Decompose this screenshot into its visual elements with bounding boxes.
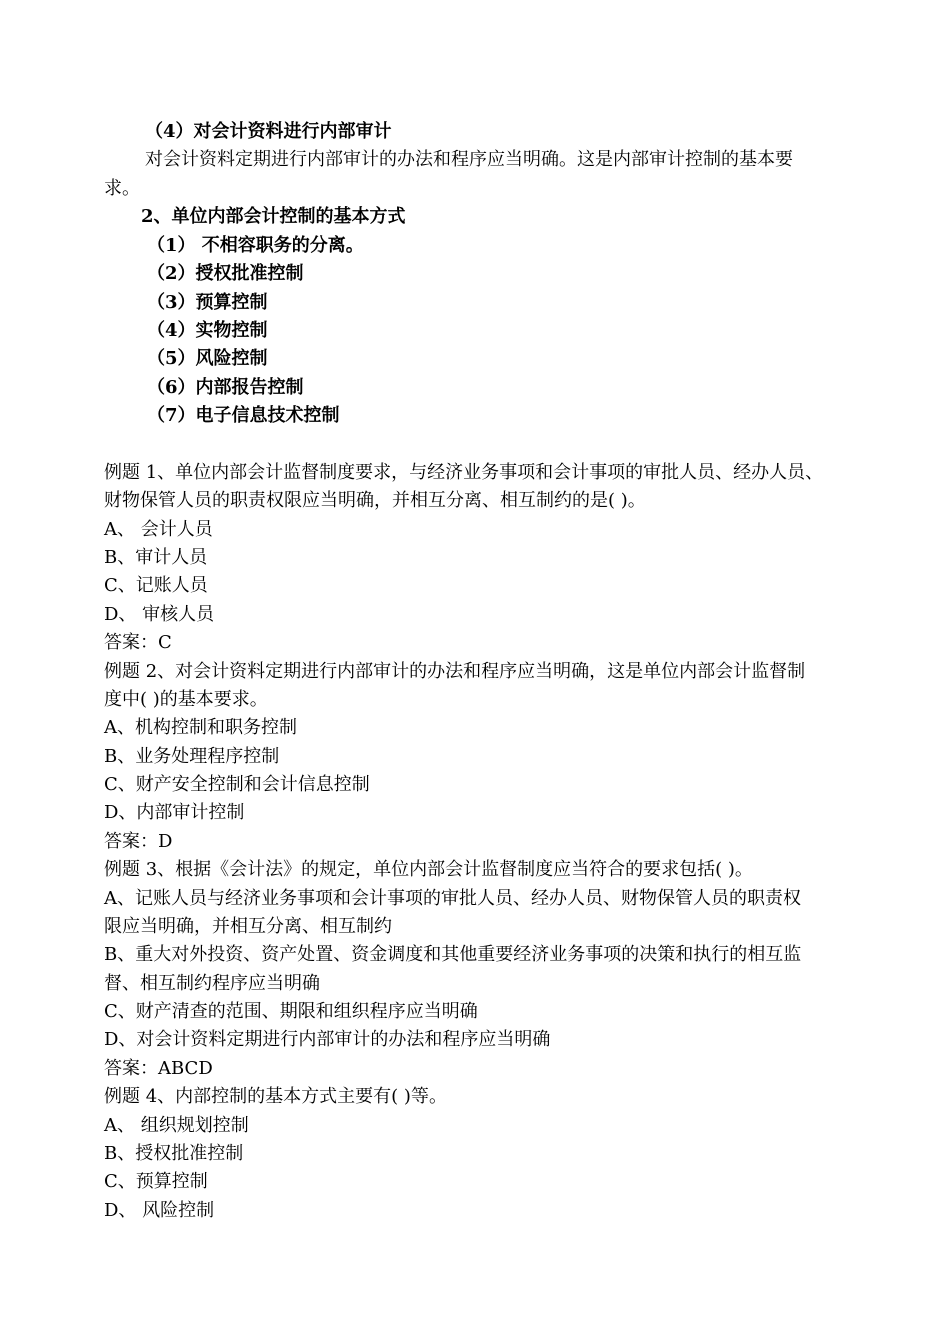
option-text: A、记账人员与经济业务事项和会计事项的审批人员、经办人员、财物保管人员的职责权 <box>104 888 801 909</box>
question-text: 例题 1、单位内部会计监督制度要求，与经济业务事项和会计事项的审批人员、经办人员、 <box>104 462 824 483</box>
list-item: （6）内部报告控制 <box>147 377 304 398</box>
question-text: 例题 2、对会计资料定期进行内部审计的办法和程序应当明确，这是单位内部会计监督制 <box>104 661 806 682</box>
list-item: （2）授权批准控制 <box>147 263 304 284</box>
question-text: 财物保管人员的职责权限应当明确，并相互分离、相互制约的是( )。 <box>104 490 646 511</box>
option-text: B、审计人员 <box>104 547 208 568</box>
option-text: B、业务处理程序控制 <box>104 746 280 767</box>
list-item: （5）风险控制 <box>147 348 268 369</box>
question-text: 例题 3、根据《会计法》的规定，单位内部会计监督制度应当符合的要求包括( )。 <box>104 859 753 880</box>
answer-text: 答案：D <box>104 831 173 852</box>
option-text: B、重大对外投资、资产处置、资金调度和其他重要经济业务事项的决策和执行的相互监 <box>104 944 802 965</box>
option-text: A、 会计人员 <box>104 519 213 540</box>
list-item: （7）电子信息技术控制 <box>147 405 340 426</box>
option-text: 限应当明确，并相互分离、相互制约 <box>104 916 392 937</box>
option-text: B、授权批准控制 <box>104 1143 244 1164</box>
option-text: C、预算控制 <box>104 1171 208 1192</box>
option-text: C、记账人员 <box>104 575 208 596</box>
section-heading: （4）对会计资料进行内部审计 <box>145 121 392 142</box>
section-heading: 2、单位内部会计控制的基本方式 <box>141 206 406 227</box>
option-text: D、 风险控制 <box>104 1200 215 1221</box>
option-text: D、对会计资料定期进行内部审计的办法和程序应当明确 <box>104 1029 551 1050</box>
answer-text: 答案：ABCD <box>104 1058 213 1079</box>
option-text: A、 组织规划控制 <box>104 1115 249 1136</box>
list-item: （4）实物控制 <box>147 320 268 341</box>
option-text: C、财产安全控制和会计信息控制 <box>104 774 370 795</box>
paragraph-line: 求。 <box>104 178 140 199</box>
paragraph-line: 对会计资料定期进行内部审计的办法和程序应当明确。这是内部审计控制的基本要 <box>145 149 793 170</box>
list-item: （3）预算控制 <box>147 292 268 313</box>
question-text: 度中( )的基本要求。 <box>104 689 268 710</box>
list-item: （1） 不相容职务的分离。 <box>147 235 364 256</box>
option-text: C、财产清查的范围、期限和组织程序应当明确 <box>104 1001 478 1022</box>
question-text: 例题 4、内部控制的基本方式主要有( )等。 <box>104 1086 447 1107</box>
option-text: 督、相互制约程序应当明确 <box>104 973 320 994</box>
option-text: D、内部审计控制 <box>104 802 245 823</box>
option-text: D、 审核人员 <box>104 604 215 625</box>
option-text: A、机构控制和职务控制 <box>104 717 297 738</box>
answer-text: 答案：C <box>104 632 172 653</box>
